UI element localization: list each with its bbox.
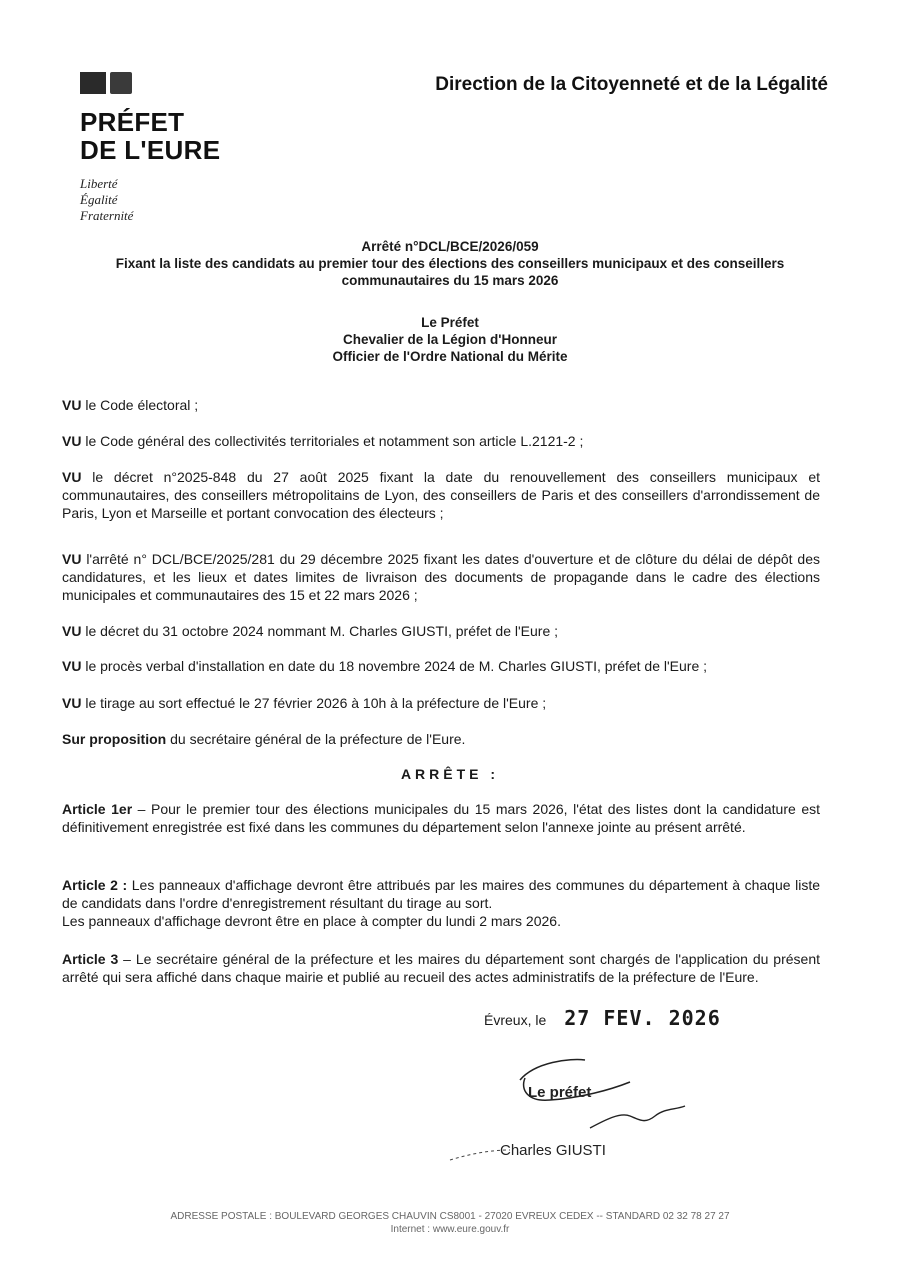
signature-title: Le préfet xyxy=(528,1084,592,1101)
decree-subject-1: Fixant la liste des candidats au premier tour des élections des conseillers municipaux et des conseillers xyxy=(115,256,785,271)
signature-block xyxy=(440,1050,700,1170)
footer-address: ADRESSE POSTALE : BOULEVARD GEORGES CHAUVIN CS8001 - 27020 EVREUX CEDEX -- STANDARD 02 32 78 27 27 xyxy=(170,1211,730,1222)
consideration-7: VU le tirage au sort effectué le 27 février 2026 à 10h à la préfecture de l'Eure ; xyxy=(62,695,547,711)
date-place: Évreux, le xyxy=(484,1012,547,1028)
decree-number: Arrêté n°DCL/BCE/2026/059 xyxy=(361,239,539,254)
direction-title: Direction de la Citoyenneté et de la Légalité xyxy=(435,74,828,95)
signature-name: Charles GIUSTI xyxy=(500,1142,606,1159)
prefet-title: PRÉFET DE L'EURE xyxy=(80,107,221,165)
article-2: Article 2 : Les panneaux d'affichage devront être attribués par les maires des communes du département à chaque liste de candidats dans l'ordre d'enregistrement résultant du tirage au sort. Les panneaux d'affichage devront être en place à compter du lundi 2 mars 2026. xyxy=(62,877,820,929)
decree-heading xyxy=(60,238,840,289)
consideration-1: VU le Code électoral ; xyxy=(62,397,199,413)
signature-date xyxy=(484,1006,721,1030)
decree-subject-2: communautaires du 15 mars 2026 xyxy=(341,273,559,288)
consideration-4: VU l'arrêté n° DCL/BCE/2025/281 du 29 décembre 2025 fixant les dates d'ouverture et de clôture du délai de dépôt des candidatures, et les lieux et dates limites de livraison des documents de propagande dans le cadre des élections municipales et communautaires des 15 et 22 mars 2026 ; xyxy=(62,551,820,603)
consideration-2: VU le Code général des collectivités territoriales et notamment son article L.2121-2 ; xyxy=(62,433,584,449)
marianne-emblem xyxy=(80,72,220,94)
arrete-heading: ARRÊTE : xyxy=(400,766,500,782)
footer-website: Internet : www.eure.gouv.fr xyxy=(390,1224,510,1235)
article-1: Article 1er – Pour le premier tour des élections municipales du 15 mars 2026, l'état des listes dont la candidature est définitivement enregistrée est fixé dans les communes du département selon l'annexe jointe au présent arrêté. xyxy=(62,801,820,835)
republic-motto: Liberté Égalité Fraternité xyxy=(80,176,134,223)
proposal: Sur proposition du secrétaire général de la préfecture de l'Eure. xyxy=(62,731,466,747)
footer xyxy=(0,1210,900,1236)
consideration-6: VU le procès verbal d'installation en date du 18 novembre 2024 de M. Charles GIUSTI, préfet de l'Eure ; xyxy=(62,658,708,674)
consideration-5: VU le décret du 31 octobre 2024 nommant M. Charles GIUSTI, préfet de l'Eure ; xyxy=(62,623,559,639)
prefet-titles: Le Préfet Chevalier de la Légion d'Honneur Officier de l'Ordre National du Mérite xyxy=(332,315,568,364)
prefecture-logo xyxy=(80,72,220,224)
date-stamp: 27 FEV. 2026 xyxy=(564,1006,721,1030)
article-3: Article 3 – Le secrétaire général de la préfecture et les maires du département sont chargés de l'application du présent arrêté qui sera affiché dans chaque mairie et publié au recueil des actes administratifs de la préfecture de l'Eure. xyxy=(62,951,821,985)
consideration-3: VU le décret n°2025-848 du 27 août 2025 fixant la date du renouvellement des conseillers municipaux et communautaires, des conseillers métropolitains de Lyon, des conseillers de Paris et des conseillers d'arrondissement de Paris, Lyon et Marseille et portant convocation des électeurs ; xyxy=(62,469,820,521)
